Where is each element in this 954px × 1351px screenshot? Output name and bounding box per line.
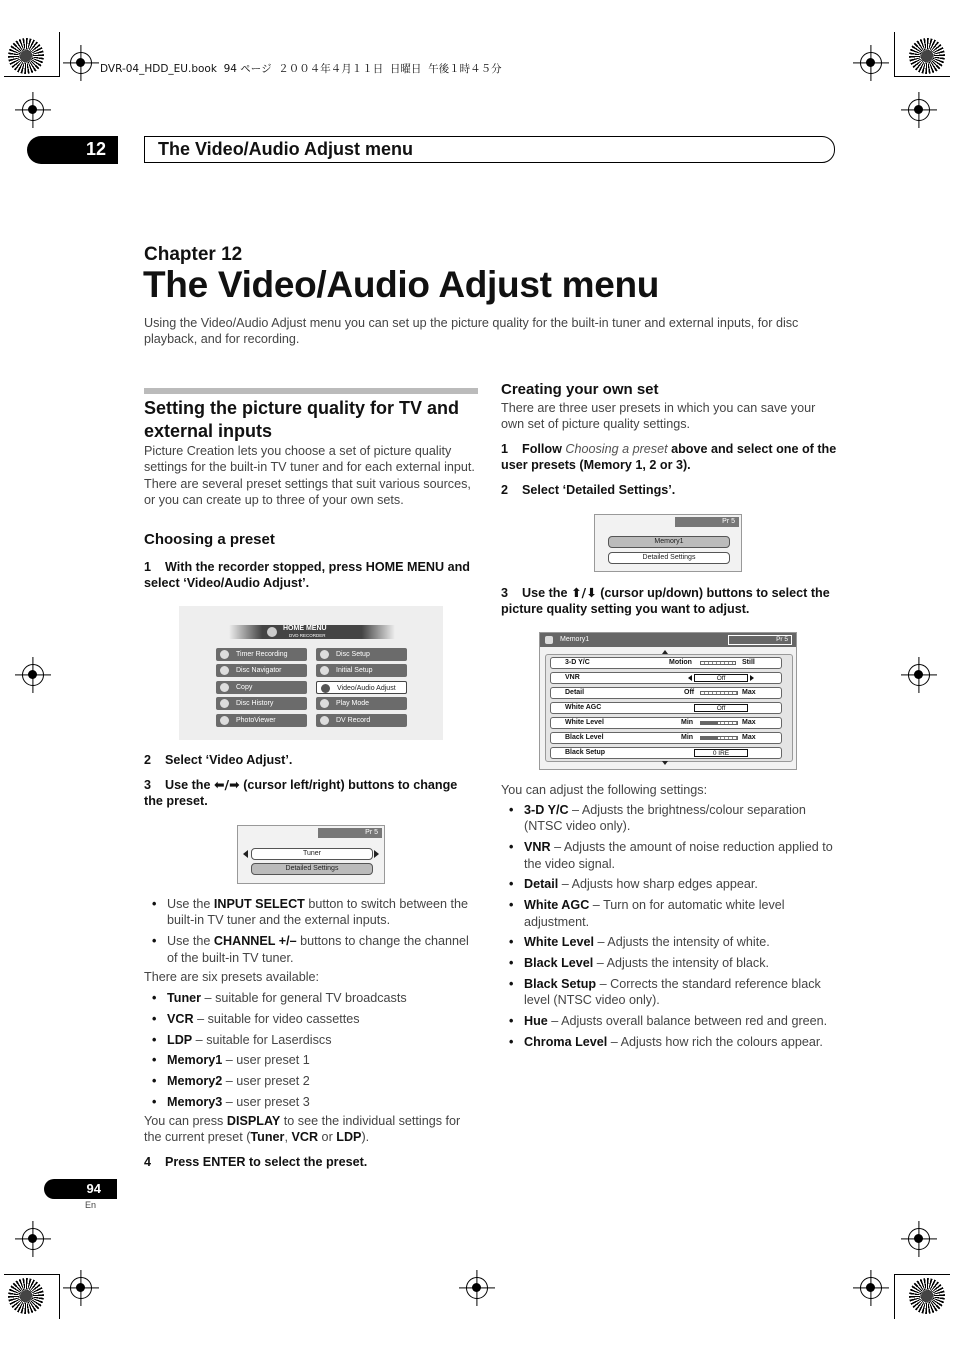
detail-title: Memory1 (560, 636, 590, 643)
list-item: • Memory2 – user preset 2 (144, 1073, 478, 1089)
menu-photoviewer[interactable]: PhotoViewer (216, 714, 307, 727)
running-title-bar (144, 136, 835, 163)
step-1: 1 With the recorder stopped, press HOME MENU and select ‘Video/Audio Adjust’. (144, 560, 474, 591)
running-title: The Video/Audio Adjust menu (158, 139, 414, 159)
disc-icon (267, 627, 277, 637)
list-item: • VNR – Adjusts the amount of noise reduction applied to the video signal. (501, 839, 837, 872)
crosshair-mark (22, 1228, 44, 1250)
disc-icon (220, 666, 229, 675)
memory-icon (545, 636, 553, 644)
list-item: • Black Setup – Corrects the standard reference black level (NTSC video only). (501, 976, 837, 1009)
right-arrow-icon (374, 850, 379, 858)
crosshair-mark (70, 52, 92, 74)
list-item: • Chroma Level – Adjusts how rich the colours appear. (501, 1034, 837, 1050)
crosshair-mark (860, 52, 882, 74)
crop-line (894, 1274, 895, 1319)
channel-badge: Pr 5 (318, 828, 382, 838)
setting-row-vnr[interactable]: VNR Off (550, 672, 782, 684)
step-4: 4 Press ENTER to select the preset. (144, 1155, 368, 1169)
menu-disc-history[interactable]: Disc History (216, 697, 307, 710)
list-item: • Memory1 – user preset 1 (144, 1052, 478, 1068)
right-arrow-icon (750, 675, 754, 681)
menu-disc-navigator[interactable]: Disc Navigator (216, 664, 307, 677)
detail-title-bar (540, 633, 796, 647)
subsection-title-creating-set: Creating your own set (501, 381, 659, 398)
channel-badge: Pr 5 (728, 635, 792, 645)
list-item: • 3-D Y/C – Adjusts the brightness/colour separation (NTSC video only). (501, 802, 837, 835)
home-menu-subtitle: DVD RECORDER (289, 633, 326, 638)
disc-setup-icon (320, 650, 329, 659)
photo-icon (220, 716, 229, 725)
slider-fill (700, 721, 718, 725)
right-step-1: 1 Follow Choosing a preset above and select one of the user presets (Memory 1, 2 or 3). (501, 442, 840, 473)
list-item: • Hue – Adjusts overall balance between red and green. (501, 1013, 837, 1029)
setting-row-white-level[interactable]: White Level Min Max (550, 717, 782, 729)
menu-play-mode[interactable]: Play Mode (316, 697, 407, 710)
crop-line (894, 76, 950, 77)
list-item: • Use the CHANNEL +/– buttons to change the channel of the built-in TV tuner. (144, 933, 478, 966)
setting-row-detail[interactable]: Detail Off Max (550, 687, 782, 699)
menu-initial-setup[interactable]: Initial Setup (316, 664, 407, 677)
slider-fill (700, 736, 718, 740)
menu-copy[interactable]: Copy (216, 681, 307, 694)
page-number-tab (44, 1179, 117, 1199)
left-arrow-icon (243, 850, 248, 858)
menu-dv-record[interactable]: DV Record (316, 714, 407, 727)
menu-timer-recording[interactable]: Timer Recording (216, 648, 307, 661)
preset-screenshot (237, 825, 385, 884)
list-item: • White AGC – Turn on for automatic white level adjustment. (501, 897, 837, 930)
up-down-arrows-icon: ⬆/⬇ (571, 585, 597, 600)
display-note: You can press DISPLAY to see the individual settings for the current preset (Tuner, VCR or LDP). (144, 1114, 461, 1145)
setting-row-black-setup[interactable]: Black Setup 0 IRE (550, 747, 782, 759)
crop-line (4, 76, 60, 77)
tips-list (144, 896, 478, 970)
print-header: DVR-04_HDD_EU.book 94 ページ ２００４年４月１１日 日曜日 午後１時４５分 (100, 63, 502, 75)
list-item: • Tuner – suitable for general TV broadcasts (144, 990, 478, 1006)
play-mode-icon (320, 699, 329, 708)
crop-line (59, 1274, 60, 1319)
page-title: The Video/Audio Adjust menu (143, 264, 660, 305)
settings-list (501, 802, 837, 1055)
settings-intro: You can adjust the following settings: (501, 783, 708, 797)
setting-row-black-level[interactable]: Black Level Min Max (550, 732, 782, 744)
menu-disc-setup[interactable]: Disc Setup (316, 648, 407, 661)
section-body: Picture Creation lets you choose a set of picture quality settings for the built-in TV tuner and for each external input. There are several preset settings that suit various sources, or you can create up to three of your own sets. (144, 444, 475, 508)
right-step-3: 3 Use the ⬆/⬇ (cursor up/down) buttons to select the picture quality setting you want to adjust. (501, 585, 834, 617)
step-2: 2 Select ‘Video Adjust’. (144, 753, 293, 767)
chapter-number-tab (27, 136, 118, 164)
slider[interactable] (700, 661, 736, 665)
crosshair-mark (22, 664, 44, 686)
setting-row-3d-yc[interactable]: 3-D Y/C Motion Still (550, 657, 782, 669)
registration-burst-bottom-right (909, 1278, 945, 1314)
crosshair-mark (908, 99, 930, 121)
presets-list (144, 990, 478, 1115)
list-item: • Use the INPUT SELECT button to switch between the built-in TV tuner and the external inputs. (144, 896, 478, 929)
list-item: • Black Level – Adjusts the intensity of black. (501, 955, 837, 971)
subsection-title-choosing-preset: Choosing a preset (144, 531, 275, 548)
list-item: • Memory3 – user preset 3 (144, 1094, 478, 1110)
registration-burst-bottom-left (8, 1278, 44, 1314)
home-menu-title: HOME MENU (283, 625, 327, 632)
crop-line (894, 1274, 950, 1275)
scroll-down-icon[interactable] (662, 761, 668, 765)
crosshair-mark (908, 664, 930, 686)
detailed-settings-button[interactable]: Detailed Settings (608, 552, 730, 564)
home-menu-screenshot (179, 606, 443, 740)
crop-line (59, 32, 60, 77)
crop-line (4, 1274, 60, 1275)
registration-burst-top-right (909, 38, 945, 74)
preset-value[interactable]: Tuner (251, 848, 373, 860)
language-label: En (85, 1200, 97, 1210)
creating-set-intro: There are three user presets in which you can save your own set of picture quality settings. (501, 401, 816, 432)
registration-burst-top-left (8, 38, 44, 74)
list-item: • VCR – suitable for video cassettes (144, 1011, 478, 1027)
slider[interactable] (700, 691, 738, 695)
list-item: • Detail – Adjusts how sharp edges appear. (501, 876, 837, 892)
chapter-intro: Using the Video/Audio Adjust menu you can set up the picture quality for the built-in tuner and external inputs, for disc playback, and for recording. (144, 316, 799, 347)
copy-icon (220, 683, 229, 692)
step-3: 3 Use the ⬅/➡ (cursor left/right) buttons to change the preset. (144, 777, 461, 809)
clock-icon (220, 650, 229, 659)
right-step-2: 2 Select ‘Detailed Settings’. (501, 483, 676, 497)
chapter-label: Chapter 12 (144, 244, 243, 265)
home-menu-title-bar (229, 625, 395, 639)
detailed-settings-button[interactable]: Detailed Settings (251, 863, 373, 875)
dv-icon (320, 716, 329, 725)
memory-preset-value[interactable]: Memory1 (608, 536, 730, 548)
crosshair-mark (908, 1228, 930, 1250)
chapter-number: 12 (85, 139, 106, 159)
menu-video-audio-adjust[interactable]: Video/Audio Adjust (316, 681, 407, 694)
history-icon (220, 699, 229, 708)
detail-settings-screenshot (539, 632, 797, 770)
page-number: 94 (86, 1181, 101, 1196)
crosshair-mark (860, 1277, 882, 1299)
setting-row-white-agc[interactable]: White AGC Off (550, 702, 782, 714)
crosshair-mark (22, 99, 44, 121)
adjust-icon (321, 684, 330, 693)
channel-badge: Pr 5 (675, 517, 739, 527)
left-right-arrows-icon: ⬅/➡ (214, 777, 240, 792)
crosshair-mark (70, 1277, 92, 1299)
crop-line (894, 32, 895, 77)
memory-screenshot (594, 514, 742, 572)
left-arrow-icon (688, 675, 692, 681)
section-title: Setting the picture quality for TV and external inputs (144, 398, 460, 441)
list-item: • White Level – Adjusts the intensity of white. (501, 934, 837, 950)
crosshair-mark (466, 1277, 488, 1299)
presets-intro: There are six presets available: (144, 970, 319, 984)
gear-icon (320, 666, 329, 675)
list-item: • LDP – suitable for Laserdiscs (144, 1032, 478, 1048)
section-rule (144, 388, 478, 394)
